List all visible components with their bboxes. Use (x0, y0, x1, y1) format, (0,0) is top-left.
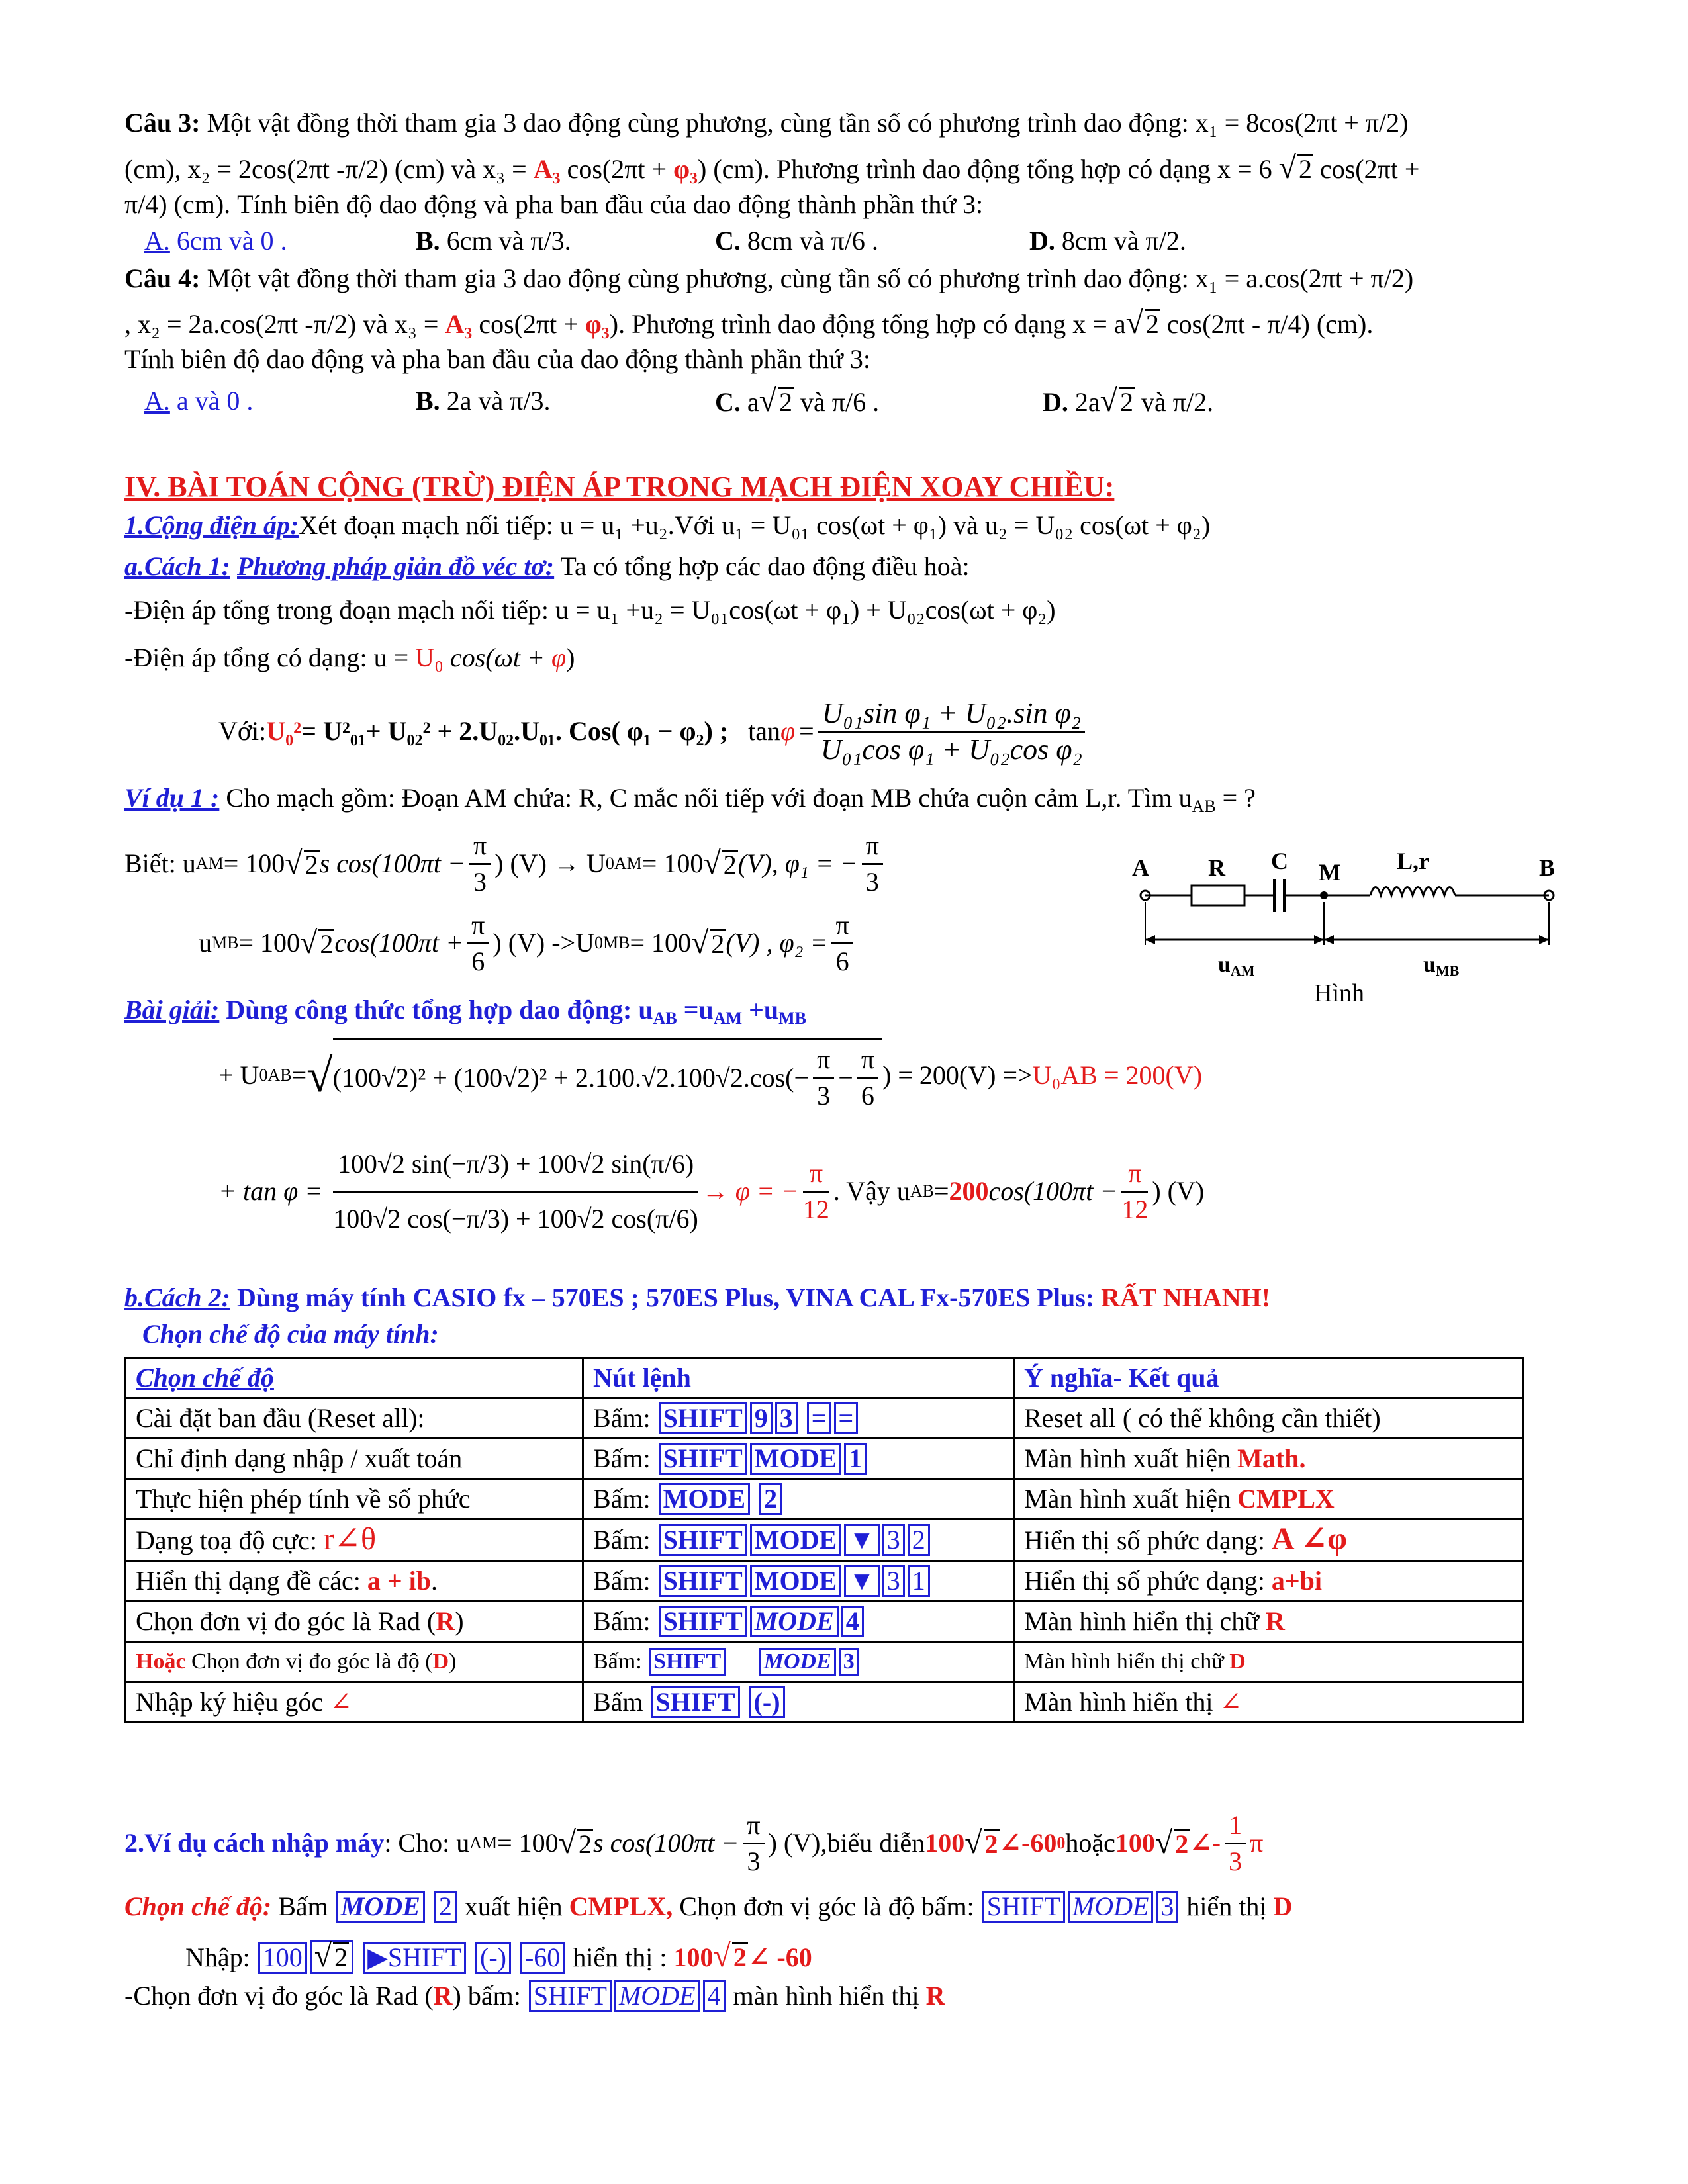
table-header: Chọn chế độ (126, 1358, 583, 1398)
table-cell: Màn hình hiển thị chữ D (1014, 1642, 1523, 1682)
equals-key[interactable]: = (834, 1402, 859, 1434)
q3-text2d: cos(2πt + (1313, 154, 1420, 184)
mode-title: Chọn chế độ của máy tính: (142, 1319, 439, 1349)
q4-option-b-letter: B. (416, 386, 440, 416)
q3-sqrt2: 2 (1298, 154, 1312, 184)
q3-option-c-text: 8cm và π/6 . (740, 226, 878, 255)
q3-option-d-letter: D. (1029, 226, 1055, 255)
solution-label: Bài giải: (124, 995, 220, 1024)
solution-line: Bài giải: Dùng công thức tổng hợp dao động: $u_{AB} =u_{AM} +u_{MB}$ (124, 995, 806, 1028)
q3-option-c (715, 224, 878, 258)
q4-option-c-post: và π/6 . (794, 387, 880, 417)
tan-label: tan (748, 716, 780, 746)
svg-text:uAM (1218, 952, 1255, 979)
key-2[interactable]: 2 (908, 1524, 930, 1556)
frac-pi-3b: $\frac{\pi}{3}$ (862, 829, 883, 899)
down-arrow-key[interactable]: ▼ (844, 1565, 880, 1597)
q4-option-d (1043, 384, 1213, 420)
key-4[interactable]: 4 (703, 1980, 726, 2012)
sqrt-icon: √ (1154, 1825, 1173, 1860)
total-form-b: cos(ωt + (443, 643, 551, 672)
tan-fraction (818, 696, 1085, 767)
table-cell: Hiển thị dạng đề các: a + ib. (126, 1561, 583, 1602)
cach2-line (124, 1281, 1270, 1315)
sqrt-icon: √ (1278, 150, 1296, 185)
key-1[interactable]: 1 (844, 1443, 867, 1475)
tan-denominator: U₀₁cos φ₁ + U₀₂cos φ₂ (820, 733, 1082, 766)
q3-option-b-text: 6cm và π/3. (440, 226, 571, 255)
q3-option-d-text: 8cm và π/2. (1055, 226, 1186, 255)
table-cell: Dạng toạ độ cực: r∠θ (126, 1520, 583, 1561)
table-cell: Bấm: SHIFT MODE 3 (583, 1642, 1014, 1682)
q4-option-d-pre: 2a (1068, 387, 1100, 417)
cach1-line (124, 549, 970, 584)
table-cell: Nhập ký hiệu góc ∠ (126, 1682, 583, 1723)
q4-option-b (416, 384, 551, 418)
circuit-diagram (1125, 839, 1575, 1005)
umb-label: u (1423, 952, 1436, 977)
sqrt-icon: √ (300, 925, 318, 960)
tan-solution-line: + tan φ = $\frac{100√2 \sin(-\pi/3) + 100√2 \sin(\pi/6)}{100√2 \cos(-\pi/3) + 100√2 \cos(\pi/6)}$ → φ = − $\frac{\pi}{12}$ . Vậy u AB = 200 cos(100πt − $\frac{\pi}{12}$ ) (V) (218, 1125, 1204, 1257)
amplitude-formula: Với: U₀² = U²₀₁+ U₀₂² + 2.U₀₂.U₀₁. Cos( φ₁ − φ₂) ; tan φ = $\frac{\text{U₀₁sin φ₁ + U₀₂.sin φ₂}}{\text{U₀₁cos φ₁ + U₀₂cos φ₂}}$ (218, 695, 1089, 768)
q3-option-a-letter: A. (144, 226, 170, 255)
section-heading: IV. BÀI TOÁN CỘNG (TRỪ) ĐIỆN ÁP TRONG MẠCH ĐIỆN XOAY CHIỀU: (124, 471, 1115, 503)
q4-option-b-text: 2a và π/3. (440, 386, 551, 416)
q3-text1: Một vật đồng thời tham gia 3 dao động cùng phương, cùng tần số có phương trình dao động: x₁ = 8cos(2πt + π/2) (207, 108, 1409, 138)
q3-option-a-text: 6cm và 0 . (169, 226, 287, 255)
cach2-label: b.Cách 2: (124, 1283, 230, 1312)
q4-line1 (124, 261, 1413, 296)
key-4[interactable]: 4 (841, 1606, 864, 1637)
input-100-key[interactable]: 100 (258, 1942, 307, 1974)
shift-key[interactable]: SHIFT (659, 1402, 747, 1434)
u0ab-line: + U 0AB = √ (100√2)² + (100√2)² + 2.100.√2.100√2.cos(− $\frac{\pi}{3}$ − $\frac{\pi}{6}$ ) = 200(V) => U₀AB = 200(V) (218, 1039, 1202, 1112)
table-cell: Bấm: SHIFT MODE ▼ 3 2 (583, 1520, 1014, 1561)
q4-option-d-post: và π/2. (1135, 387, 1214, 417)
resistor-icon (1192, 886, 1244, 905)
key-3[interactable]: 3 (839, 1648, 859, 1676)
svg-text:uMB (1423, 952, 1460, 979)
example2-rad-line: -Chọn đơn vị đo góc là Rad (R) bấm: SHIFT MODE 4 màn hình hiển thị R (124, 1981, 945, 2011)
shift-key[interactable]: SHIFT (659, 1565, 747, 1597)
uam-label: u (1218, 952, 1231, 977)
sqrt-icon: √ (703, 846, 721, 881)
shift-key[interactable]: SHIFT (982, 1891, 1065, 1923)
figure-caption: Hình (1314, 979, 1364, 1005)
table-row (126, 1479, 1523, 1520)
q4-option-c-sqrt: 2 (779, 387, 792, 417)
q3-a3: A₃ (533, 154, 561, 184)
shift-key[interactable]: SHIFT (649, 1648, 726, 1676)
formula-mid: = U²₀₁+ U₀₂² + 2.U₀₂.U₀₁. Cos( φ₁ − φ₂) ; (301, 716, 729, 746)
q4-option-c-pre: a (740, 387, 759, 417)
sqrt-icon: √ (713, 1938, 731, 1974)
key-2[interactable]: 2 (434, 1891, 457, 1923)
down-arrow-key[interactable]: ▼ (844, 1524, 880, 1556)
q3-option-b (416, 224, 571, 258)
shift-key[interactable]: SHIFT (659, 1606, 747, 1637)
example2-line: 2.Ví dụ cách nhập máy : Cho: u AM = 100 √ 2 s cos(100πt − $\frac{\pi}{3}$ ) (V),biểu diễn 100 √ 2 ∠-60 0 hoặc 100 √ 2 ∠- $\frac{1}{3}$ π (124, 1807, 1263, 1880)
q4-line3: Tính biên độ dao động và pha ban đầu của dao động thành phần thứ 3: (124, 344, 870, 374)
sqrt-icon: √ (306, 1049, 333, 1102)
q4-option-c (715, 384, 879, 420)
q3-line3: π/4) (cm). Tính biên độ dao động và pha ban đầu của dao động thành phần thứ 3: (124, 189, 984, 219)
shift-key[interactable]: SHIFT (659, 1524, 747, 1556)
sqrt-icon: √ (558, 1825, 577, 1860)
table-cell: Màn hình hiển thị ∠ (1014, 1682, 1523, 1723)
table-row (126, 1642, 1523, 1682)
example1-uam: Biết: u AM = 100 √ 2 s cos(100πt − $\frac{\pi}{3}$ ) (V) → U 0AM = 100 √ 2 (V), φ₁ = − $\frac{\pi}{3}$ (124, 827, 887, 900)
table-row (126, 1398, 1523, 1439)
table-row (126, 1602, 1523, 1642)
key-3[interactable]: 3 (1156, 1891, 1178, 1923)
inductor-label: L,r (1397, 848, 1429, 874)
mode-key[interactable]: MODE (750, 1565, 841, 1597)
q3-option-a (144, 224, 287, 258)
sub1-line (124, 508, 1210, 543)
sqrt-key[interactable]: √ 2 (310, 1940, 353, 1974)
mode-key[interactable]: MODE (336, 1891, 425, 1923)
table-cell: Bấm: SHIFT MODE 4 (583, 1602, 1014, 1642)
frac-pi-6b: $\frac{\pi}{6}$ (831, 908, 853, 979)
table-cell: Hoặc Chọn đơn vị đo góc là độ (D) (126, 1642, 583, 1682)
sub1-text: Xét đoạn mạch nối tiếp: u = u₁ +u₂.Với u₁ = U₀₁ cos(ωt + φ₁) và u₂ = U₀₂ cos(ωt + φ₂) (299, 510, 1211, 540)
q4-option-a-letter: A. (144, 386, 170, 416)
key-9[interactable]: 9 (750, 1402, 773, 1434)
node-a-label: A (1132, 854, 1149, 881)
table-row (126, 1682, 1523, 1723)
key-2[interactable]: 2 (759, 1483, 782, 1515)
mode-key[interactable]: MODE (614, 1980, 700, 2012)
example2-label: 2.Ví dụ cách nhập máy (124, 1828, 385, 1858)
q4-option-a-text: a và 0 . (169, 386, 254, 416)
mode-key[interactable]: MODE (750, 1524, 841, 1556)
example2-mode-line: Chọn chế độ: Bấm MODE 2 xuất hiện CMPLX, Chọn đơn vị góc là độ bấm: SHIFT MODE 3 hiển thị D (124, 1891, 1293, 1921)
q4-option-a (144, 384, 253, 418)
total-form-a: -Điện áp tổng có dạng: u = (124, 643, 416, 672)
q3-line2 (124, 151, 1419, 187)
table-cell: Màn hình xuất hiện CMPLX (1014, 1479, 1523, 1520)
table-row (126, 1520, 1523, 1561)
formula-u0sq: U₀² (266, 716, 302, 746)
calculator-mode-table (124, 1357, 1524, 1723)
shift-key[interactable]: SHIFT (529, 1980, 612, 2012)
tan-solution-fraction: $\frac{100√2 \sin(-\pi/3) + 100√2 \sin(\pi/6)}{100√2 \cos(-\pi/3) + 100√2 \cos(\pi/6)}$ (333, 1138, 698, 1246)
q4-text1: Một vật đồng thời tham gia 3 dao động cùng phương, cùng tần số có phương trình dao động: x₁ = a.cos(2πt + π/2) (207, 263, 1414, 293)
q4-label: Câu 4: (124, 263, 201, 293)
mode-key[interactable]: MODE (659, 1483, 750, 1515)
q4-phi3: φ₃ (585, 309, 610, 339)
q3-line1 (124, 106, 1408, 140)
q3-text2c: ) (cm). Phương trình dao động tổng hợp có dạng x = 6 (698, 154, 1279, 184)
q3-phi3: φ₃ (673, 154, 698, 184)
negative-key[interactable]: (-) (475, 1942, 511, 1974)
key-1[interactable]: 1 (908, 1565, 930, 1597)
example2-input-line: Nhập: 100 √ 2 ▶SHIFT (-) -60 hiển thị : 100√ 2∠ -60 (185, 1938, 812, 1974)
key-3[interactable]: 3 (882, 1524, 905, 1556)
q4-option-d-letter: D. (1043, 387, 1068, 417)
mode-key[interactable]: MODE (1068, 1891, 1154, 1923)
q3-label: Câu 3: (124, 108, 201, 138)
input-60-key[interactable]: -60 (520, 1942, 565, 1974)
example1-line (124, 781, 1256, 824)
sqrt-icon: √ (314, 1938, 332, 1974)
mode-key[interactable]: MODE (759, 1648, 836, 1676)
shift-key[interactable]: SHIFT (659, 1443, 747, 1475)
q4-a3: A₃ (445, 309, 473, 339)
total-voltage-line: -Điện áp tổng trong đoạn mạch nối tiếp: u = u₁ +u₂ = U₀₁cos(ωt + φ₁) + U₀₂cos(ωt + φ₂) (124, 595, 1056, 625)
frac-pi-3: $\frac{\pi}{3}$ (469, 829, 491, 899)
q3-option-b-letter: B. (416, 226, 440, 255)
cach1-text: Ta có tổng hợp các dao động điều hoà: (554, 551, 970, 581)
q3-option-c-letter: C. (715, 226, 741, 255)
table-cell: Chọn đơn vị đo góc là Rad (R) (126, 1602, 583, 1642)
cach2-text: Dùng máy tính CASIO fx – 570ES ; 570ES Plus, VINA CAL Fx-570ES Plus: (230, 1283, 1102, 1312)
sqrt-icon: √ (285, 846, 303, 881)
sqrt-icon: √ (1125, 305, 1143, 340)
total-form-phi: φ (551, 643, 567, 672)
q4-text2c: ). Phương trình dao động tổng hợp có dạng x = a (609, 309, 1126, 339)
table-row (126, 1561, 1523, 1602)
u0ab-radicand: (100√2)² + (100√2)² + 2.100.√2.100√2.cos(− $\frac{\pi}{3}$ − $\frac{\pi}{6}$ (333, 1038, 882, 1113)
table-header: Ý nghĩa- Kết quả (1014, 1358, 1523, 1398)
table-cell: Bấm SHIFT (-) (583, 1682, 1014, 1723)
formula-voi: Với: (218, 716, 267, 746)
total-form-u0: U₀ (415, 643, 444, 672)
shift-key[interactable]: SHIFT (651, 1686, 740, 1718)
table-cell: Bấm: SHIFT MODE 1 (583, 1439, 1014, 1479)
sub1-label: 1.Cộng điện áp: (124, 510, 299, 540)
table-cell: Màn hình xuất hiện Math. (1014, 1439, 1523, 1479)
sqrt-icon: √ (759, 383, 776, 418)
node-b-label: B (1539, 854, 1556, 881)
example1-umb: u MB = 100 √ 2 cos(100πt + $\frac{\pi}{6}$ ) (V) ->U 0MB = 100 √ 2 (V) , φ₂ = $\frac{\pi}{6}$ (199, 907, 857, 979)
cach1-label: a.Cách 1: (124, 551, 230, 581)
table-cell: Cài đặt ban đầu (Reset all): (126, 1398, 583, 1439)
table-cell: Bấm: SHIFT 9 3 = = (583, 1398, 1014, 1439)
q4-line2 (124, 306, 1373, 341)
q4-text2b: cos(2πt + (472, 309, 585, 339)
resistor-label: R (1208, 854, 1225, 881)
equals-key[interactable]: = (807, 1402, 831, 1434)
q3-text2b: cos(2πt + (560, 154, 674, 184)
example1-end: = ? (1215, 783, 1256, 813)
q4-text2a: , x₂ = 2a.cos(2πt -π/2) và x₃ = (124, 309, 445, 339)
u0ab-result: U₀AB = 200(V) (1032, 1060, 1203, 1090)
example1-sub: AB (1192, 797, 1216, 816)
q4-option-d-sqrt: 2 (1120, 387, 1133, 417)
sqrt-icon: √ (691, 925, 709, 960)
negative-key[interactable]: (-) (749, 1686, 785, 1718)
example1-text: Cho mạch gồm: Đoạn AM chứa: R, C mắc nối tiếp với đoạn MB chứa cuộn cảm L,r. Tìm u (219, 783, 1192, 813)
tan-numerator: U₀₁sin φ₁ + U₀₂.sin φ₂ (818, 696, 1085, 733)
capacitor-label: C (1271, 848, 1288, 874)
table-cell: Reset all ( có thể không cần thiết) (1014, 1398, 1523, 1439)
umb-sub: MB (1435, 962, 1460, 979)
total-form-line (124, 641, 575, 675)
shift-key[interactable]: ▶SHIFT (363, 1942, 466, 1974)
table-header-row (126, 1358, 1523, 1398)
q4-sqrt2: 2 (1145, 309, 1159, 339)
sqrt-icon: √ (1100, 383, 1117, 418)
table-cell: Màn hình hiển thị chữ R (1014, 1602, 1523, 1642)
table-cell: Chỉ định dạng nhập / xuất toán (126, 1439, 583, 1479)
table-cell: Hiển thị số phức dạng: A ∠φ (1014, 1520, 1523, 1561)
uam-sub: AM (1230, 962, 1255, 979)
frac-pi-6: $\frac{\pi}{6}$ (467, 908, 489, 979)
tan-phi: φ (780, 716, 796, 746)
key-3[interactable]: 3 (775, 1402, 798, 1434)
circuit-svg (1125, 839, 1575, 1005)
q4-text2d: cos(2πt - π/4) (cm). (1160, 309, 1374, 339)
table-header: Nút lệnh (583, 1358, 1014, 1398)
mode-key[interactable]: MODE (750, 1443, 841, 1475)
table-cell: Bấm: MODE 2 (583, 1479, 1014, 1520)
q3-option-d (1029, 224, 1186, 258)
node-m-label: M (1319, 859, 1341, 886)
q4-option-c-letter: C. (715, 387, 741, 417)
key-3[interactable]: 3 (882, 1565, 905, 1597)
table-cell: Hiển thị số phức dạng: a+bi (1014, 1561, 1523, 1602)
table-cell: Bấm: SHIFT MODE ▼ 3 1 (583, 1561, 1014, 1602)
total-form-c: ) (566, 643, 575, 672)
cach1-title: Phương pháp giản đồ véc tơ: (237, 551, 555, 581)
mode-key[interactable]: MODE (750, 1606, 839, 1637)
table-row (126, 1439, 1523, 1479)
sqrt-icon: √ (964, 1825, 982, 1860)
example1-label: Ví dụ 1 : (124, 783, 220, 813)
q3-text2a: (cm), x₂ = 2cos(2πt -π/2) (cm) và x₃ = (124, 154, 534, 184)
inductor-icon (1370, 887, 1455, 896)
cach2-fast: RẤT NHANH! (1101, 1283, 1271, 1312)
table-cell: Thực hiện phép tính về số phức (126, 1479, 583, 1520)
